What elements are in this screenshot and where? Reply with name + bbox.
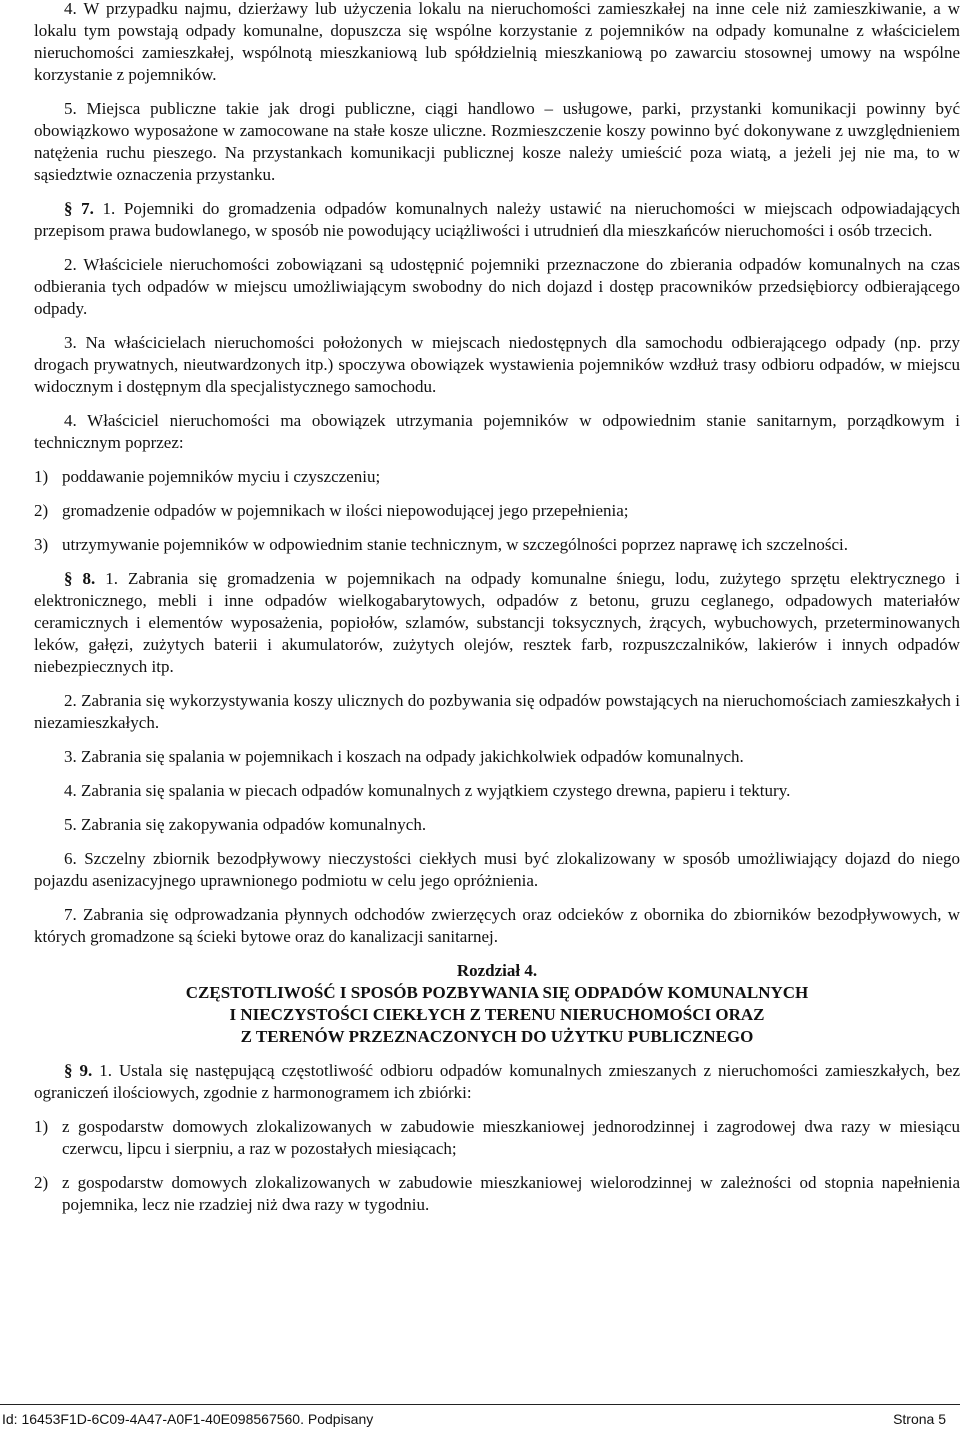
section-7-paragraph-4: 4. Właściciel nieruchomości ma obowiązek utrzymania pojemników w odpowiednim stanie sanitarnym, porządkowym i technicznym poprzez: [34, 411, 960, 452]
section-8-paragraph-7: 7. Zabrania się odprowadzania płynnych odchodów zwierzęcych oraz odcieków z obornika do zbiorników bezodpływowych, w których gromadzone są ścieki bytowe oraz do kanalizacji sanitarnej. [34, 905, 960, 946]
section-8-paragraph-1 [34, 568, 960, 678]
chapter-title-line-2: I NIECZYSTOŚCI CIEKŁYCH Z TERENU NIERUCHOMOŚCI ORAZ [229, 1005, 765, 1024]
section-7-mark: § 7. [64, 199, 94, 218]
list-item-text: z gospodarstw domowych zlokalizowanych w zabudowie mieszkaniowej wielorodzinnej w zależności od stopnia napełnienia pojemnika, lecz nie rzadziej niż dwa razy w tygodniu. [62, 1173, 960, 1214]
paragraph-5: 5. Miejsca publiczne takie jak drogi publiczne, ciągi handlowo – usługowe, parki, przystanki komunikacji powinny być obowiązkowo wyposażone w zamocowane na stałe kosze uliczne. Rozmieszczenie koszy powinno być dokonywane z uwzględnieniem natężenia ruchu pieszego. Na przystankach komunikacji publicznej kosze należy umieścić poza wiatą, a jeżeli jej nie ma, to w sąsiedztwie oznaczenia przystanku. [34, 99, 960, 184]
list-item-text: poddawanie pojemników myciu i czyszczeniu; [62, 467, 381, 486]
chapter-title-line-3: Z TERENÓW PRZEZNACZONYCH DO UŻYTKU PUBLICZNEGO [240, 1027, 754, 1046]
section-8-mark: § 8. [64, 569, 96, 588]
list-item-number: 2) [34, 501, 49, 520]
list-item-text: utrzymywanie pojemników w odpowiednim stanie technicznym, w szczególności poprzez naprawę ich szczelności. [62, 535, 848, 554]
section-7-paragraph-3: 3. Na właścicielach nieruchomości położonych w miejscach niedostępnych dla samochodu odbierającego odpady (np. przy drogach prywatnych, nieutwardzonych itp.) spoczywa obowiązek wystawienia pojemników wzdłuż trasy odbioru odpadów, w miejscu widocznym i dostępnym dla specjalistycznego samochodu. [34, 333, 960, 396]
section-8-paragraph-1-text: 1. Zabrania się gromadzenia w pojemnikach na odpady komunalne śniegu, lodu, zużytego sprzętu elektrycznego i elektronicznego, mebli i inne odpadów wielkogabarytowych, odpadów z betonu, gruzu ceglanego, odpadowych materiałów ceramicznych i elementów wyposażenia, popiołów, szlamów, substancji toksycznych, żrących, wybuchowych, przeterminowanych leków, gałęzi, zużytych baterii i akumulatorów, zużytych olejów, resztek farb, rozpuszczalników, lakierów i innych odpadów niebezpiecznych itp. [34, 569, 960, 676]
list-item [34, 1116, 960, 1160]
section-7-paragraph-2: 2. Właściciele nieruchomości zobowiązani są udostępnić pojemniki przeznaczone do zbierania odpadów komunalnych na czas odbierania tych odpadów w miejscu umożliwiającym swobodny do nich dojazd i dostęp pracowników przedsiębiorcy odbierającego odpady. [34, 255, 960, 318]
paragraph-4: 4. W przypadku najmu, dzierżawy lub użyczenia lokalu na nieruchomości zamieszkałej na inne cele niż zamieszkiwanie, a w lokalu tym powstają odpady komunalne, dopuszcza się wspólne korzystanie z pojemników na odpady komunalne z właścicielem nieruchomości zamieszkałej, wspólnotą mieszkaniową lub spółdzielnią mieszkaniową po zawarciu stosownej umowy na wspólne korzystanie z pojemników. [34, 0, 960, 84]
chapter-heading [34, 960, 960, 1048]
section-8-paragraph-2: 2. Zabrania się wykorzystywania koszy ulicznych do pozbywania się odpadów powstających na nieruchomościach zamieszkałych i niezamieszkałych. [34, 691, 960, 732]
chapter-number: Rozdział 4. [456, 961, 538, 980]
document-id: Id: 16453F1D-6C09-4A47-A0F1-40E098567560. Podpisany [2, 1411, 374, 1427]
list-item [34, 500, 960, 522]
section-8-paragraph-5: 5. Zabrania się zakopywania odpadów komunalnych. [64, 815, 427, 834]
list-item-text: z gospodarstw domowych zlokalizowanych w zabudowie mieszkaniowej jednorodzinnej i zagrodowej dwa razy w miesiącu czerwcu, lipcu i sierpniu, a raz w pozostałych miesiącach; [62, 1117, 960, 1158]
list-item-number: 3) [34, 535, 49, 554]
list-item-text: gromadzenie odpadów w pojemnikach w ilości niepowodującej jego przepełnienia; [62, 501, 629, 520]
list-item [34, 534, 960, 556]
page-number: Strona 5 [893, 1411, 946, 1427]
section-9-mark: § 9. [64, 1061, 93, 1080]
list-item-number: 2) [34, 1173, 49, 1192]
section-8-paragraph-6: 6. Szczelny zbiornik bezodpływowy nieczystości ciekłych musi być zlokalizowany w sposób umożliwiający dojazd do niego pojazdu asenizacyjnego uprawnionego podmiotu w celu jego opróżnienia. [34, 849, 960, 890]
section-7-paragraph-1-text: 1. Pojemniki do gromadzenia odpadów komunalnych należy ustawić na nieruchomości w miejscach odpowiadających przepisom prawa budowlanego, w sposób nie powodujący uciążliwości i utrudnień dla mieszkańców nieruchomości i osób trzecich. [34, 199, 960, 240]
list-item [34, 466, 960, 488]
section-9-paragraph-1 [34, 1060, 960, 1104]
section-7-paragraph-1 [34, 198, 960, 242]
section-9-paragraph-1-text: 1. Ustala się następującą częstotliwość odbioru odpadów komunalnych zmieszanych z nieruchomości zamieszkałych, bez ograniczeń ilościowych, zgodnie z harmonogramem ich zbiórki: [34, 1061, 960, 1102]
list-item-number: 1) [34, 1117, 49, 1136]
document-page [34, 0, 960, 1228]
list-item-number: 1) [34, 467, 49, 486]
section-8-paragraph-4: 4. Zabrania się spalania w piecach odpadów komunalnych z wyjątkiem czystego drewna, papieru i tektury. [64, 781, 791, 800]
chapter-title-line-1: CZĘSTOTLIWOŚĆ I SPOSÓB POZBYWANIA SIĘ ODPADÓW KOMUNALNYCH [185, 983, 809, 1002]
list-item [34, 1172, 960, 1216]
section-8-paragraph-3: 3. Zabrania się spalania w pojemnikach i koszach na odpady jakichkolwiek odpadów komunalnych. [64, 747, 744, 766]
page-footer [0, 1404, 960, 1427]
